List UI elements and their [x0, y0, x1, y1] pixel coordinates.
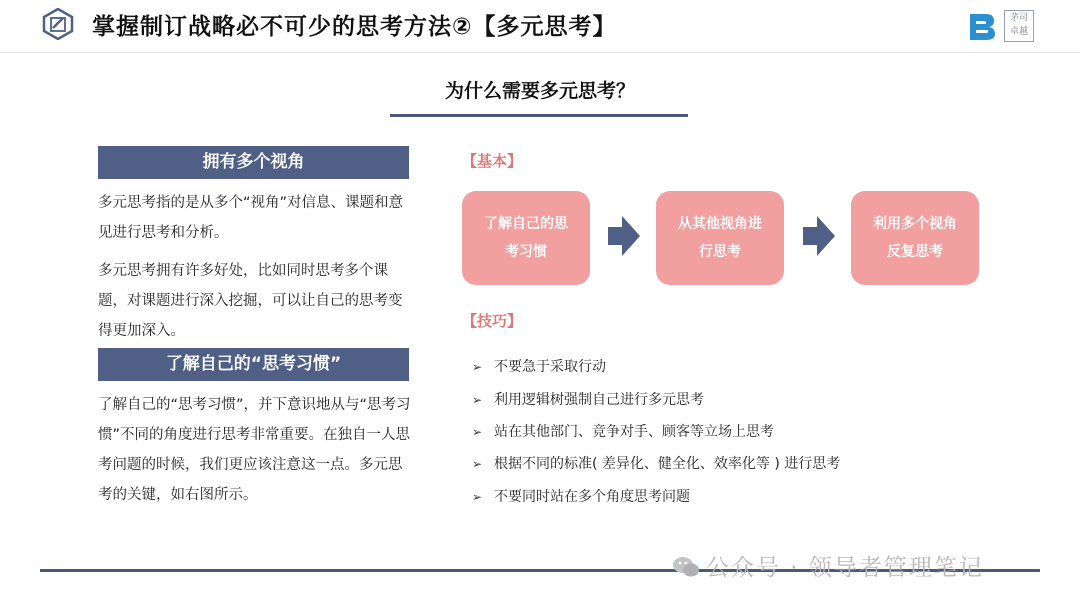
chevron-right-icon: ➢ — [472, 393, 483, 407]
page-title: 掌握制订战略必不可少的思考方法②【多元思考】 — [92, 14, 617, 40]
list-item: ➢ 不要急于采取行动 — [472, 359, 606, 375]
flow-step-3: 利用多个视角 反复思考 — [851, 191, 979, 285]
chevron-right-icon: ➢ — [472, 360, 483, 374]
brand-b-logo — [968, 12, 996, 42]
chevron-right-icon: ➢ — [472, 490, 483, 504]
brand-seal: 茅司 卓越 — [1004, 10, 1034, 42]
pencil-badge-icon — [42, 8, 74, 40]
paragraph-definition: 多元思考指的是从多个“视角”对信息、课题和意见进行思考和分析。 — [98, 195, 404, 241]
list-item: ➢ 不要同时站在多个角度思考问题 — [472, 489, 690, 505]
list-item: ➢ 站在其他部门、竞争对手、顾客等立场上思考 — [472, 424, 774, 440]
chevron-right-icon: ➢ — [472, 425, 483, 439]
heading-multiple-perspectives: 拥有多个视角 — [98, 146, 409, 179]
header-divider — [0, 52, 1080, 53]
list-item: ➢ 利用逻辑树强制自己进行多元思考 — [472, 392, 704, 408]
heading-thinking-habits: 了解自己的“思考习惯” — [98, 348, 409, 381]
section-title: 为什么需要多元思考？ — [444, 80, 635, 102]
flow-step-2: 从其他视角进 行思考 — [656, 191, 784, 285]
list-item: ➢ 根据不同的标准( 差异化、健全化、效率化等 ) 进行思考 — [472, 456, 841, 472]
chevron-right-icon: ➢ — [472, 457, 483, 471]
section-title-underline — [390, 114, 688, 117]
flow-step-1: 了解自己的思 考习惯 — [462, 191, 590, 285]
wechat-icon — [672, 556, 700, 578]
watermark: 公众号 · 领导者管理笔记 — [672, 549, 984, 582]
arrow-right-icon — [803, 214, 835, 258]
arrow-right-icon — [608, 214, 640, 258]
tag-basic: 【基本】 — [462, 152, 523, 170]
tag-tips: 【技巧】 — [462, 312, 523, 330]
paragraph-benefits: 多元思考拥有许多好处，比如同时思考多个课题，对课题进行深入挖掘，可以让自己的思考变得更加深入。 — [98, 263, 403, 339]
paragraph-thinking-habits: 了解自己的“思考习惯”，并下意识地从与“思考习惯”不同的角度进行思考非常重要。在独自一人思考问题的时候，我们更应该注意这一点。多元思考的关键，如右图所示。 — [98, 397, 411, 503]
